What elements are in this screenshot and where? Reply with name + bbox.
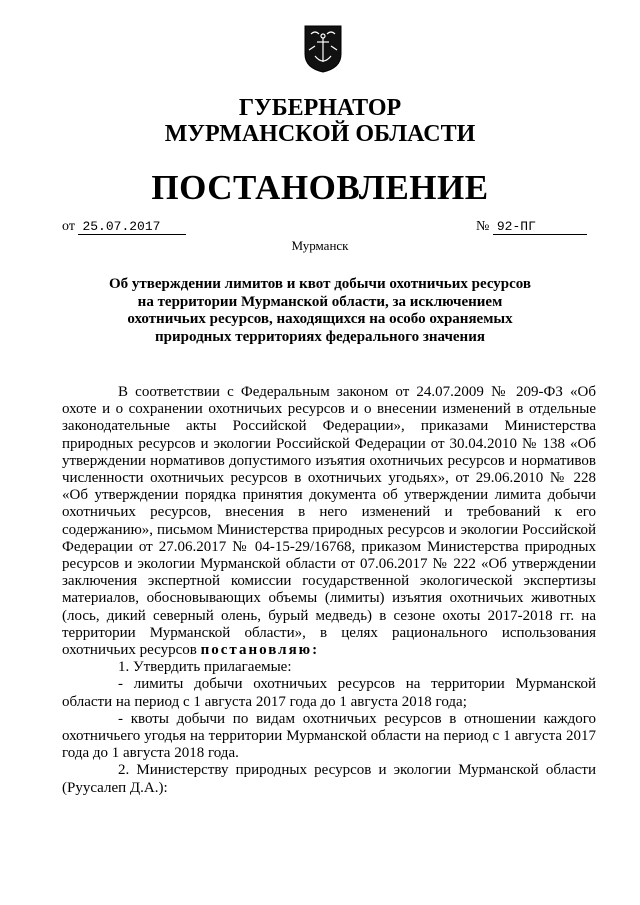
number-prefix: № [476, 219, 490, 234]
document-date [62, 218, 186, 236]
preamble-paragraph [62, 384, 596, 659]
preamble-text: В соответствии с Федеральным законом от 24.07.2009 № 209-ФЗ «Об охоте и о сохранении охотничьих ресурсов и о внесении изменений в отдельные законодательные акты Российской Федерации», приказами Министерства природных ресурсов и экологии Российской Федерации от 30.04.2010 № 138 «Об утверждении нормативов допустимого изъятия охотничьих ресурсов и нормативов численности охотничьих ресурсов в охотничьих угодьях», от 29.06.2010 № 228 «Об утверждении порядка принятия документа об утверждении лимита добычи охотничьих ресурсов, внесения в него изменений и требований к его содержанию», письмом Министерства природных ресурсов и экологии Российской Федерации от 27.06.2017 № 04-15-29/16768, приказом Министерства природных ресурсов и экологии Мурманской области от 07.06.2017 № 222 «Об утверждении заключения экспертной комиссии государственной экологической экспертизы материалов, обосновывающих объемы (лимиты) изъятия охотничьих животных (лось, дикий северный олень, бурый медведь) в сезоне охоты 2017-2018 гг. на территории Мурманской области», в целях рационального использования охотничьих ресурсов [62, 384, 596, 659]
issuer-region: МУРМАНСКОЙ ОБЛАСТИ [164, 121, 476, 147]
coat-of-arms-icon [303, 24, 343, 74]
issuer-title: ГУБЕРНАТОР [238, 95, 402, 121]
document-type-heading: ПОСТАНОВЛЕНИЕ [151, 168, 489, 207]
document-number [476, 218, 587, 236]
item-1-quotas: - квоты добычи по видам охотничьих ресурсов в отношении каждого охотничьего угодья на территории Мурманской области на период с 1 августа 2017 года до 1 августа 2018 года. [62, 710, 596, 762]
item-1: 1. Утвердить прилагаемые: [118, 659, 292, 676]
document-subject-title: Об утверждении лимитов и квот добычи охотничьих ресурсов на территории Мурманской области, за исключением охотничьих ресурсов, находящихся на особо охраняемых природных территориях федерального значения [108, 276, 532, 345]
number-value: 92-ПГ [493, 219, 587, 235]
item-2: 2. Министерству природных ресурсов и экологии Мурманской области (Руусалеп Д.А.): [62, 762, 596, 796]
document-body [62, 384, 596, 797]
date-value: 25.07.2017 [78, 219, 186, 235]
date-prefix: от [62, 219, 75, 234]
item-1-limits: - лимиты добычи охотничьих ресурсов на территории Мурманской области на период с 1 августа 2017 года до 1 августа 2018 года; [62, 676, 596, 710]
document-city: Мурманск [291, 238, 349, 253]
decree-word: постановляю: [200, 642, 320, 659]
